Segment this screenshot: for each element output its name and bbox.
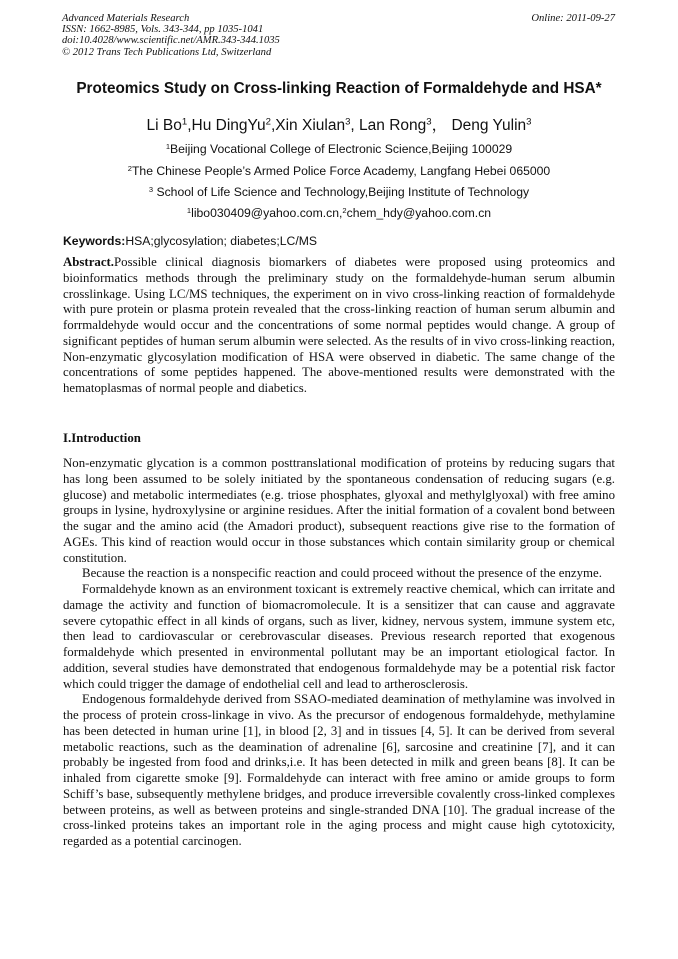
doi-line: doi:10.4028/www.scientific.net/AMR.343-344.1035 bbox=[62, 35, 280, 47]
abstract-label: Abstract. bbox=[63, 255, 115, 269]
author: Li Bo$^1$, bbox=[146, 116, 192, 134]
paragraph: Non-enzymatic glycation is a common posttranslational modification of proteins by reducing sugars that has long been assumed to be solely initiated by the spontaneous condensation of reducing sugars (e.g. glucose) and metabolic intermediates (e.g. triose phosphates, glyoxal and methylglyoxal) with free amino groups in lysine, hydroxylysine or arginine residues. After the initial formation of a covalent bond between the sugar and the amino acid (the Amadori product), subsequent reactions give rise to the formation of AGEs. This kind of reaction would occur in those substances which contain similarity group or chemical constitution. bbox=[63, 456, 615, 565]
email-link-1[interactable]: libo030409@yahoo.com.cn, bbox=[191, 206, 343, 220]
paragraph: Endogenous formaldehyde derived from SSAO-mediated deamination of methylamine was involved in the process of protein cross-linkage in vivo. As the precursor of endogenous formaldehyde, methylamine has been detected in human urine [1], in blood [2, 3] and in tissues [4, 5]. It can be derived from several metabolic reactions, such as the deamination of adrenaline [6], sarcosine and creatinine [7], and it can probably be ingested from food and drinks,i.e. It has been detected in milk and green beans [8]. It can be inhaled from cigarette smoke [9]. Formaldehyde can interact with free amino or amide groups to form Schiff’s base, subsequently methylene bridges, and produce irreversible covalently cross-linked complexes between proteins, as well as between proteins and single-stranded DNA [10]. The gradual increase of the cross-linked proteins takes an important role in the aging process and might cause high cytotoxicity, regarded as a potential carcinogen. bbox=[63, 692, 615, 848]
journal-header bbox=[62, 13, 280, 58]
author: Deng Yulin$^3$ bbox=[451, 116, 532, 134]
affiliation-3: $^3$ School of Life Science and Technology,Beijing Institute of Technology bbox=[148, 184, 530, 199]
author-list bbox=[0, 113, 678, 135]
paragraph: Because the reaction is a nonspecific reaction and could proceed without the presence of the enzyme. bbox=[82, 566, 602, 581]
author: Hu DingYu$^2$, bbox=[191, 116, 276, 134]
affiliation-2: $^2$The Chinese People’s Armed Police Force Academy, Langfang Hebei 065000 bbox=[127, 163, 551, 178]
copyright-line: © 2012 Trans Tech Publications Ltd, Switzerland bbox=[62, 46, 272, 58]
keywords bbox=[63, 234, 317, 248]
paragraph: Formaldehyde known as an environment toxicant is extremely reactive chemical, which can irritate and damage the activity and function of biomacromolecule. It is a sensitizer that can cause and aggravate severe cytopathic effect in all kinds of organs, such as liver, kidney, nervous system, immune system etc, then lead to cardiovascular or cerebrovascular diseases. Previous research reported that exogenous formaldehyde which presented in environmental pollutant may be an important etiological factor. In addition, several studies have demonstrated that endogenous formaldehyde may be a potential risk factor which could trigger the damage of endothelial cell and lead to artherosclerosis. bbox=[63, 582, 615, 691]
keywords-text: HSA;glycosylation; diabetes;LC/MS bbox=[125, 234, 318, 248]
email-link-2[interactable]: chem_hdy@yahoo.com.cn bbox=[346, 206, 492, 220]
paper-title: Proteomics Study on Cross-linking Reaction of Formaldehyde and HSA* bbox=[76, 80, 602, 97]
section-heading-introduction: I.Introduction bbox=[63, 431, 141, 445]
keywords-label: Keywords: bbox=[63, 234, 126, 248]
email-line: $^1$libo030409@yahoo.com.cn,$^2$chem_hdy@yahoo.com.cn bbox=[186, 205, 492, 220]
author: Xin Xiulan$^3$, bbox=[275, 116, 360, 134]
author: Lan Rong$^3$， bbox=[359, 116, 448, 134]
abstract-text: Possible clinical diagnosis biomarkers of diabetes were proposed using proteomics and bioinformatics methods through the preliminary study on the formaldehyde-human serum albumin crosslinkage. Using LC/MS techniques, the experiment on in vivo cross-linking reaction of formaldehyde with pure protein or plasma protein revealed that the cross-linking reaction of human serum albumin and forrmaldehyde would occur and the concentrations of some normal peptides would change. A group of significant peptides of human serum albumin were selected. As the results of in vivo cross-linking reaction, Non-enzymatic glycosylation modification of HSA were observed in diabetic. The same change of the concentrations of some peptides happened. The above-mentioned results were demonstrated with the hematoplasmas of normal people and diabetics. bbox=[63, 255, 615, 395]
abstract bbox=[63, 255, 615, 397]
affiliation-1: $^1$Beijing Vocational College of Electronic Science,Beijing 100029 bbox=[165, 141, 513, 156]
introduction-body bbox=[63, 456, 615, 850]
online-date: Online: 2011-09-27 bbox=[531, 13, 615, 24]
journal-name: Advanced Materials Research bbox=[62, 13, 190, 24]
issn-line: ISSN: 1662-8985, Vols. 343-344, pp 1035-1041 bbox=[62, 24, 264, 36]
